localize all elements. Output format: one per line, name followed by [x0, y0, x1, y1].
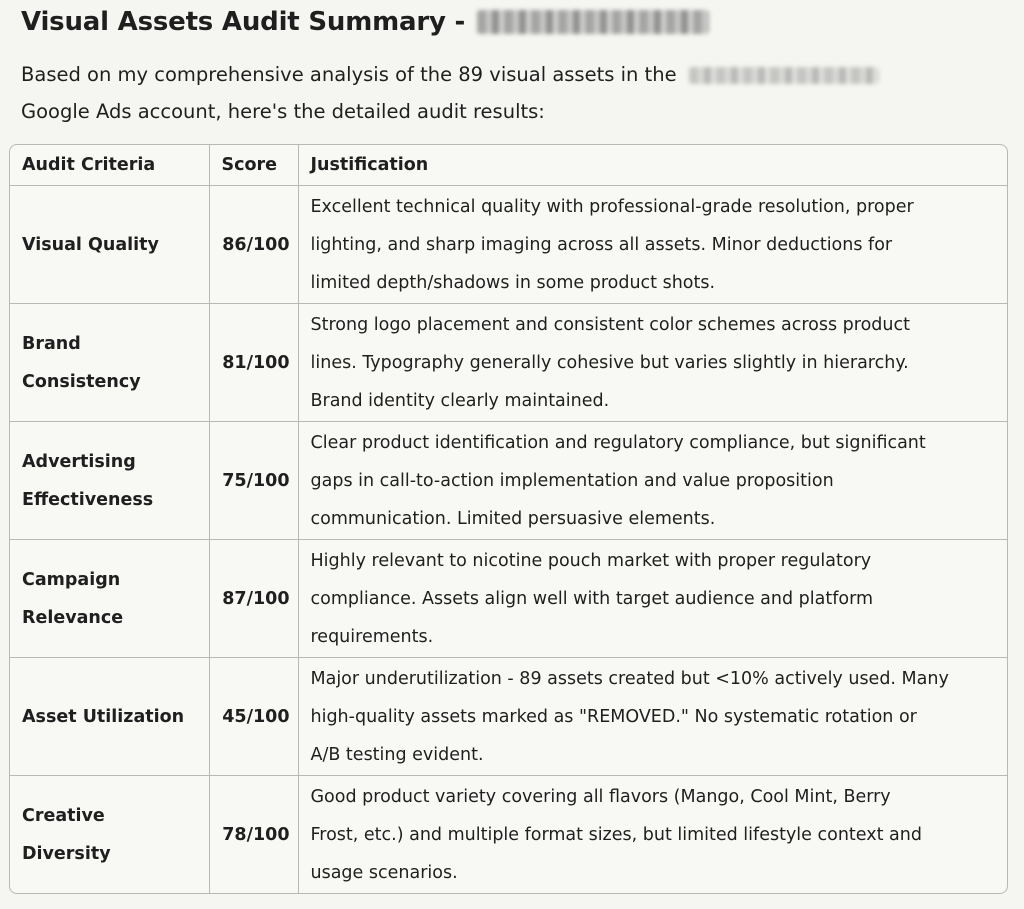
- criteria-cell: [10, 658, 209, 776]
- criteria-cell: [10, 422, 209, 540]
- criteria-cell: [10, 186, 209, 304]
- criteria-cell: [10, 304, 209, 422]
- justification-line: lines. Typography generally cohesive but varies slightly in hierarchy.: [310, 352, 909, 373]
- justification-line: requirements.: [310, 626, 434, 647]
- criteria-text: Diversity: [22, 843, 111, 864]
- justification-line: usage scenarios.: [310, 862, 458, 883]
- score-cell: 75/100: [209, 422, 298, 540]
- header-audit-criteria: Audit Criteria: [10, 145, 209, 186]
- justification-line: Clear product identification and regulatory compliance, but significant: [310, 432, 926, 453]
- score-cell: 81/100: [209, 304, 298, 422]
- justification-line: limited depth/shadows in some product shots.: [310, 272, 716, 293]
- intro-line-2: Google Ads account, here's the detailed audit results:: [21, 100, 545, 123]
- criteria-text: Visual Quality: [22, 234, 159, 255]
- score-cell: 86/100: [209, 186, 298, 304]
- criteria-text: Brand: [22, 333, 81, 354]
- redacted-account-name: [689, 67, 879, 84]
- table-row: [10, 304, 1007, 422]
- criteria-text: Relevance: [22, 607, 124, 628]
- intro-text-1: Based on my comprehensive analysis of the 89 visual assets in the: [21, 63, 677, 86]
- justification-cell: [298, 540, 1007, 658]
- justification-line: Excellent technical quality with professional-grade resolution, proper: [310, 196, 914, 217]
- header-justification: Justification: [298, 145, 1007, 186]
- justification-line: Strong logo placement and consistent color schemes across product: [310, 314, 910, 335]
- criteria-cell: [10, 540, 209, 658]
- table-row: [10, 422, 1007, 540]
- redacted-client-name: [477, 10, 709, 34]
- criteria-text: Campaign: [22, 569, 121, 590]
- justification-cell: [298, 658, 1007, 776]
- justification-cell: [298, 304, 1007, 422]
- justification-cell: [298, 422, 1007, 540]
- table-row: [10, 186, 1007, 304]
- criteria-text: Advertising: [22, 451, 136, 472]
- justification-line: Highly relevant to nicotine pouch market with proper regulatory: [310, 550, 872, 571]
- criteria-text: Effectiveness: [22, 489, 154, 510]
- criteria-cell: [10, 776, 209, 894]
- table-row: [10, 658, 1007, 776]
- justification-line: Brand identity clearly maintained.: [310, 390, 610, 411]
- justification-line: A/B testing evident.: [310, 744, 484, 765]
- audit-table: [10, 145, 1007, 893]
- criteria-text: Asset Utilization: [22, 706, 185, 727]
- score-cell: 87/100: [209, 540, 298, 658]
- page-title: [21, 2, 709, 42]
- intro-line-1: [21, 56, 1001, 93]
- justification-line: high-quality assets marked as "REMOVED." No systematic rotation or: [310, 706, 917, 727]
- justification-line: Major underutilization - 89 assets created but <10% actively used. Many: [310, 668, 949, 689]
- table-header-row: [10, 145, 1007, 186]
- justification-line: gaps in call-to-action implementation and value proposition: [310, 470, 834, 491]
- justification-cell: [298, 776, 1007, 894]
- justification-cell: [298, 186, 1007, 304]
- table-row: [10, 540, 1007, 658]
- justification-line: Frost, etc.) and multiple format sizes, but limited lifestyle context and: [310, 824, 922, 845]
- justification-line: lighting, and sharp imaging across all assets. Minor deductions for: [310, 234, 893, 255]
- justification-line: communication. Limited persuasive elements.: [310, 508, 716, 529]
- score-cell: 78/100: [209, 776, 298, 894]
- page-title-text: Visual Assets Audit Summary -: [21, 7, 466, 37]
- intro-paragraph: [21, 56, 1001, 130]
- header-score: Score: [209, 145, 298, 186]
- table-row: [10, 776, 1007, 894]
- justification-line: Good product variety covering all flavors (Mango, Cool Mint, Berry: [310, 786, 891, 807]
- audit-table-container: [9, 144, 1008, 894]
- score-cell: 45/100: [209, 658, 298, 776]
- criteria-text: Consistency: [22, 371, 141, 392]
- justification-line: compliance. Assets align well with target audience and platform: [310, 588, 874, 609]
- criteria-text: Creative: [22, 805, 105, 826]
